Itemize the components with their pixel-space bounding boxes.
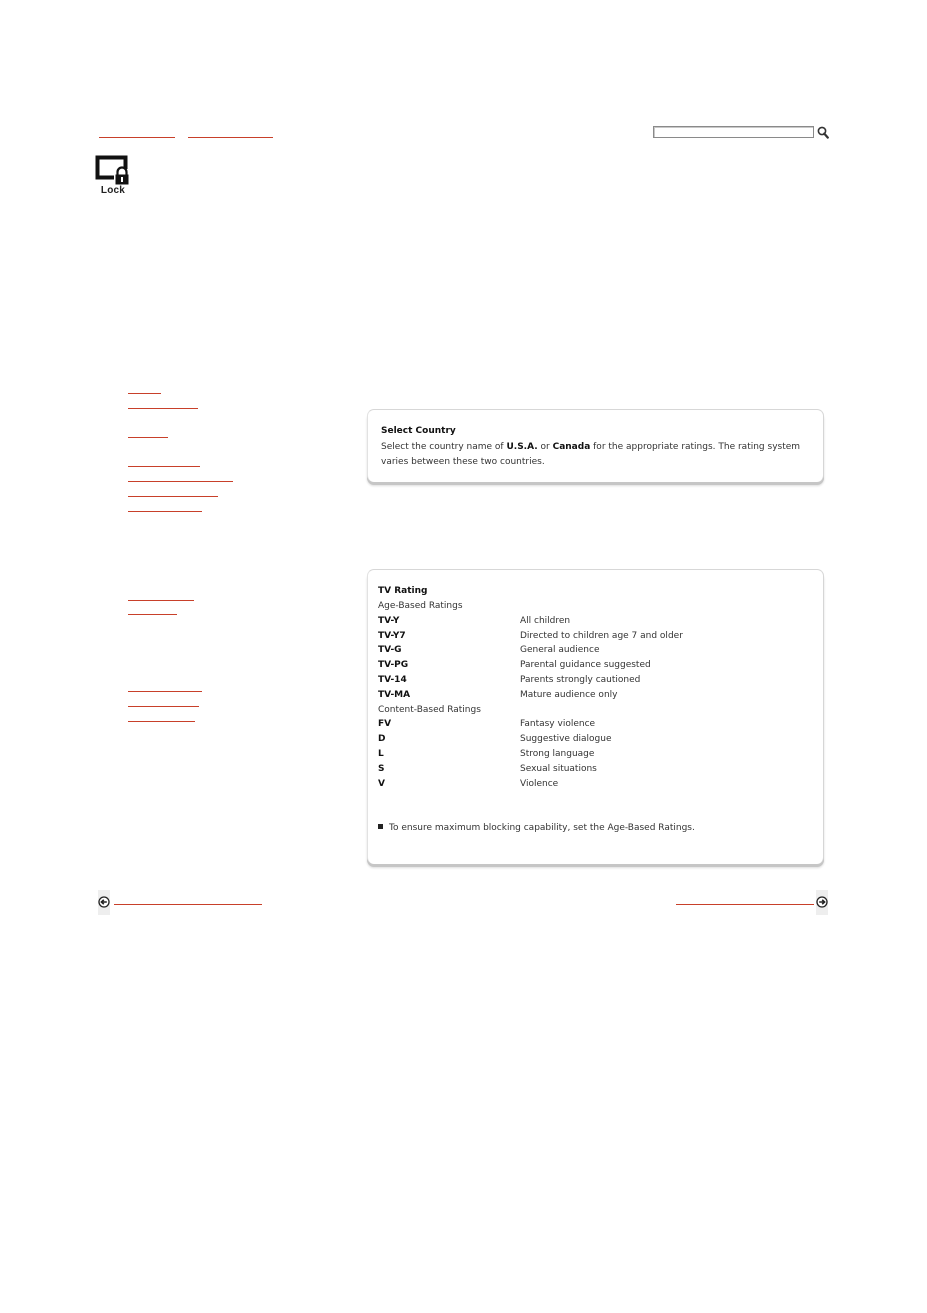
rating-desc: Strong language (520, 749, 595, 759)
rating-code: TV-14 (378, 675, 407, 685)
rating-desc: Parental guidance suggested (520, 660, 651, 670)
country-usa: U.S.A. (506, 442, 538, 452)
age-based-heading: Age-Based Ratings (378, 601, 463, 611)
rating-row (378, 732, 818, 747)
rating-row (378, 643, 818, 658)
arrow-left-circle-icon (98, 896, 110, 908)
next-page-button[interactable] (816, 890, 828, 915)
rating-row (378, 777, 818, 792)
rating-row (378, 688, 818, 703)
rating-row (378, 673, 818, 688)
rating-desc: Violence (520, 779, 559, 789)
rating-desc: Parents strongly cautioned (520, 675, 641, 685)
sidebar-link-3[interactable] (128, 429, 168, 438)
select-country-description: Select the country name of U.S.A. or Canada for the appropriate ratings. The rating system varies between these two countries. (381, 442, 801, 467)
rating-code: D (378, 734, 386, 744)
blocking-note (378, 823, 695, 833)
content-based-heading: Content-Based Ratings (378, 705, 481, 715)
rating-row (378, 629, 818, 644)
sidebar-link-7[interactable] (128, 503, 202, 512)
arrow-right-circle-icon (816, 896, 828, 908)
rating-code: TV-Y (378, 616, 400, 626)
tv-rating-panel (367, 569, 824, 864)
search-icon[interactable] (817, 124, 829, 137)
rating-row (378, 747, 818, 762)
sidebar-link-12[interactable] (128, 713, 195, 722)
sidebar-link-8[interactable] (128, 592, 194, 601)
rating-desc: Directed to children age 7 and older (520, 631, 683, 641)
country-canada: Canada (552, 442, 591, 452)
bullet-icon (378, 824, 383, 829)
rating-code: TV-PG (378, 660, 409, 670)
prev-page-link[interactable] (114, 896, 262, 905)
sidebar-link-2[interactable] (128, 400, 198, 409)
blocking-note-text: To ensure maximum blocking capability, set the Age-Based Ratings. (389, 823, 695, 833)
rating-code: V (378, 779, 385, 789)
top-nav-link-1[interactable] (99, 129, 175, 138)
rating-row (378, 614, 818, 629)
rating-code: FV (378, 719, 392, 729)
search-input[interactable] (653, 126, 814, 138)
tv-rating-title: TV Rating (378, 586, 428, 596)
rating-desc: All children (520, 616, 571, 626)
sidebar-link-4[interactable] (128, 458, 200, 467)
rating-row (378, 717, 818, 732)
sidebar-link-11[interactable] (128, 698, 199, 707)
rating-desc: General audience (520, 645, 600, 655)
sidebar-link-5[interactable] (128, 473, 233, 482)
rating-code: S (378, 764, 385, 774)
rating-code: TV-G (378, 645, 402, 655)
rating-code: L (378, 749, 384, 759)
rating-desc: Mature audience only (520, 690, 618, 700)
select-country-panel (367, 409, 824, 482)
rating-desc: Suggestive dialogue (520, 734, 612, 744)
rating-code: TV-Y7 (378, 631, 406, 641)
sidebar-link-1[interactable] (128, 385, 161, 394)
rating-row (378, 658, 818, 673)
rating-code: TV-MA (378, 690, 411, 700)
top-nav-link-2[interactable] (188, 129, 273, 138)
lock-section-icon (95, 155, 131, 199)
sidebar-link-9[interactable] (128, 606, 177, 615)
lock-label: Lock (100, 185, 126, 196)
sidebar-link-6[interactable] (128, 488, 218, 497)
next-page-link[interactable] (676, 896, 814, 905)
rating-desc: Sexual situations (520, 764, 597, 774)
sidebar-link-10[interactable] (128, 683, 202, 692)
rating-row (378, 762, 818, 777)
rating-desc: Fantasy violence (520, 719, 596, 729)
lock-icon (95, 155, 131, 185)
select-country-title: Select Country (381, 426, 456, 436)
prev-page-button[interactable] (98, 890, 110, 915)
